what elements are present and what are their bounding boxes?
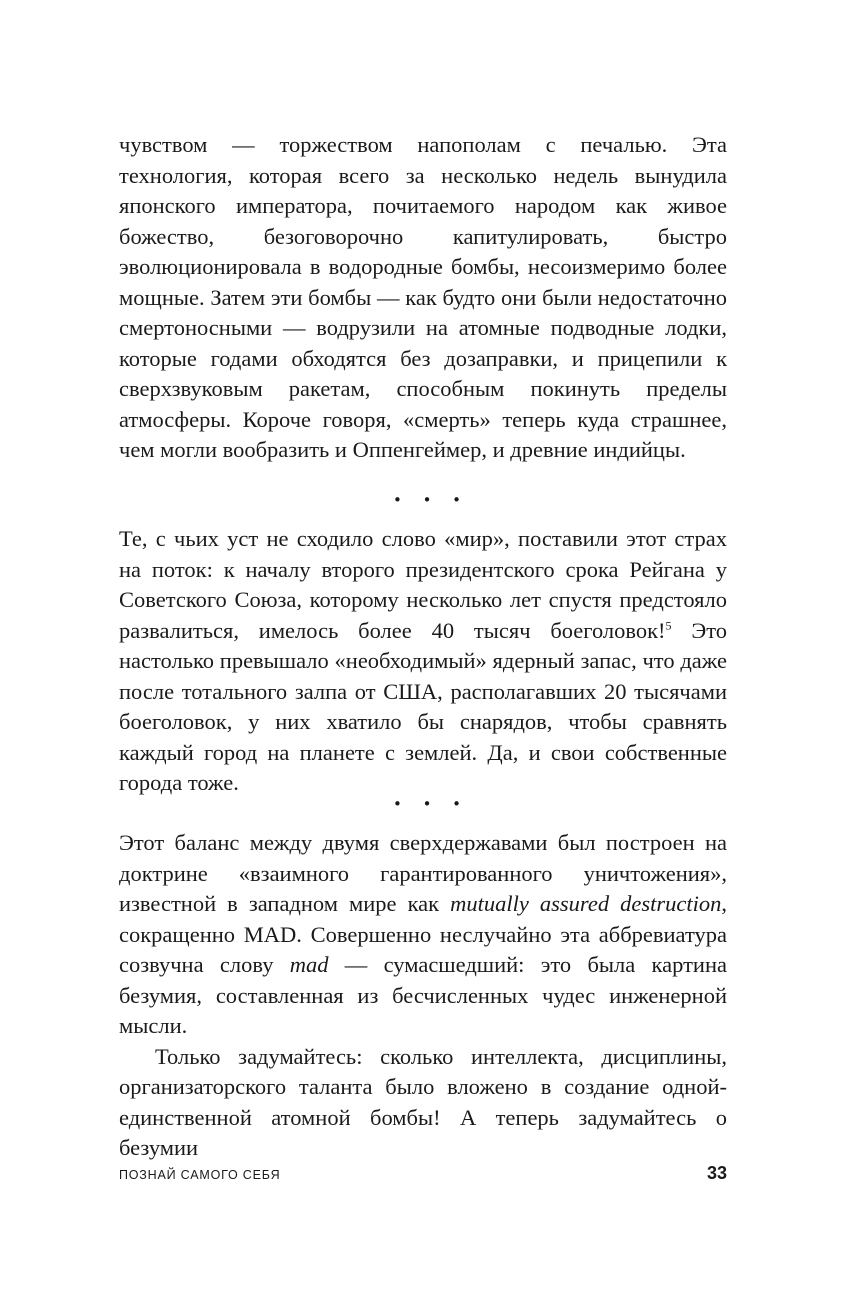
- text-block-bottom: [119, 828, 727, 1164]
- section-separator-1: • • •: [392, 491, 470, 509]
- text-block-middle: [119, 524, 727, 799]
- paragraph-1: чувством — торжеством напополам с печалью. Эта технология, которая всего за несколько недель вынудила японского императора, почитаемого народом как живое божество, безоговорочно капитулировать, быстро эволюционировала в водородные бомбы, несоизмеримо более мощные. Затем эти бомбы — как будто они были недостаточно смертоносными — водрузили на атомные подводные лодки, которые годами обходятся без дозаправки, и прицепили к сверхзвуковым ракетам, способным покинуть пределы атмосферы. Короче говоря, «смерть» теперь куда страшнее, чем могли вообразить и Оппенгеймер, и древние индийцы.: [119, 132, 727, 462]
- footnote-marker[interactable]: 5: [665, 618, 672, 632]
- paragraph-2-text: Те, с чьих уст не сходило слово «мир», поставили этот страх на поток: к началу второго президентского срока Рейгана у Советского Союза, которому несколько лет спустя предстояло развалиться, имелось более 40 тысяч боеголовок!: [119, 526, 727, 643]
- text-block-top: [119, 130, 727, 466]
- section-separator-2: • • •: [392, 795, 470, 813]
- paragraph-2-text-continued: Это настолько превышало «необходимый» ядерный запас, что даже после тотального залпа от США, располагавших 20 тысячами боеголовок, у них хватило бы снарядов, чтобы сравнять каждый город на планете с землей. Да, и свои собственные города тоже.: [119, 617, 728, 795]
- paragraph-3-part-2: , сокращенно MAD. Совершенно неслучайно эта аббревиатура созвучна слову: [119, 891, 727, 977]
- paragraph-3: [119, 828, 727, 1042]
- page-number: 33: [706, 1163, 727, 1183]
- paragraph-2: [119, 524, 727, 799]
- paragraph-3-part-3: — сумасшедший: это была картина безумия, составленная из бесчисленных чудес инженерной мысли.: [119, 952, 727, 1038]
- paragraph-3-part-1: Этот баланс между двумя сверхдержавами был построен на доктрине «взаимного гарантированного уничтожения», известной в западном мире как: [119, 830, 727, 916]
- running-title: ПОЗНАЙ САМОГО СЕБЯ: [119, 1168, 281, 1182]
- paragraph-3-italic-term: mutually assured destruction: [450, 891, 722, 916]
- paragraph-4: Только задумайтесь: сколько интеллекта, дисциплины, организаторского таланта было вложено в создание одной-единственной атомной бомбы! А теперь задумайтесь о безумии: [119, 1043, 727, 1160]
- paragraph-3-italic-word: mad: [289, 952, 329, 977]
